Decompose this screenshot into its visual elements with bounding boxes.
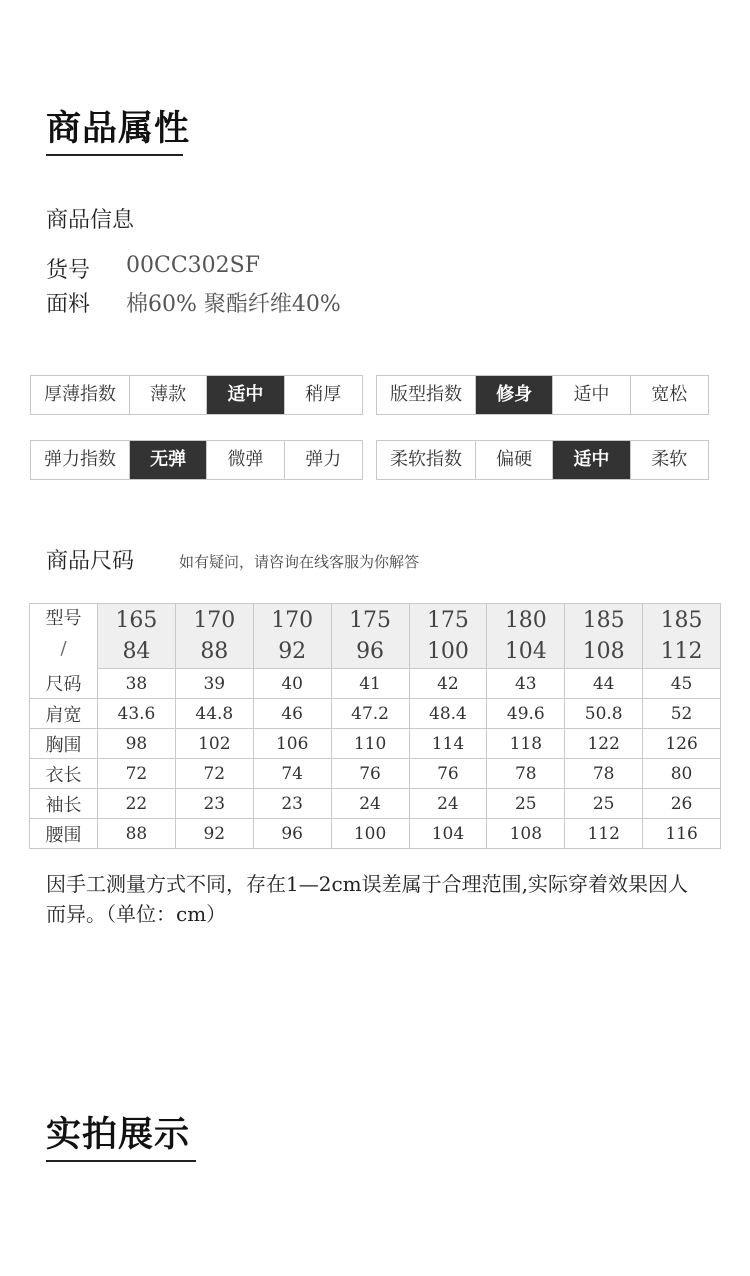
size-code-row (30, 669, 721, 699)
index-label: 版型指数 (377, 376, 476, 414)
size-corner (30, 604, 98, 669)
size-cell: 98 (98, 729, 176, 759)
index-option: 柔软 (651, 449, 688, 470)
info-title: 商品信息 (46, 208, 135, 233)
size-cell: 25 (487, 789, 565, 819)
size-note: 如有疑问，请咨询在线客服为你解答 (179, 553, 420, 571)
size-row-label: 腰围 (30, 819, 98, 849)
attributes-title-underline (46, 154, 183, 156)
size-cell: 78 (565, 759, 643, 789)
size-cell: 72 (175, 759, 253, 789)
size-cell: 92 (175, 819, 253, 849)
size-cell: 74 (253, 759, 331, 789)
size-cell: 44.8 (175, 699, 253, 729)
size-cell: 76 (409, 759, 487, 789)
size-cell: 110 (331, 729, 409, 759)
size-code: 43 (487, 669, 565, 699)
size-cell: 47.2 (331, 699, 409, 729)
size-cell: 80 (643, 759, 721, 789)
size-cell: 25 (565, 789, 643, 819)
size-model: 175 100 (409, 604, 487, 669)
size-cell: 100 (331, 819, 409, 849)
size-cell: 116 (643, 819, 721, 849)
index-option: 适中 (553, 441, 630, 479)
size-row-label: 胸围 (30, 729, 98, 759)
index-elasticity (30, 440, 363, 480)
size-model: 185 112 (643, 604, 721, 669)
size-cell: 104 (409, 819, 487, 849)
info-row-fabric (46, 287, 341, 318)
size-cell: 122 (565, 729, 643, 759)
attributes-title: 商品属性 (46, 108, 191, 149)
info-row-item-no (46, 253, 260, 284)
size-cell: 23 (175, 789, 253, 819)
size-code: 38 (98, 669, 176, 699)
size-cell: 43.6 (98, 699, 176, 729)
size-cell: 72 (98, 759, 176, 789)
index-option: 薄款 (130, 376, 207, 414)
size-model: 170 88 (175, 604, 253, 669)
size-cell: 22 (98, 789, 176, 819)
size-row-label: 袖长 (30, 789, 98, 819)
index-label: 厚薄指数 (31, 376, 130, 414)
size-cell: 52 (643, 699, 721, 729)
size-cell: 118 (487, 729, 565, 759)
size-row-sleeve (30, 789, 721, 819)
index-fit (376, 375, 709, 415)
size-cell: 76 (331, 759, 409, 789)
size-corner-bottom: 尺码 (30, 669, 98, 699)
size-disclaimer: 因手工测量方式不同，存在1—2cm误差属于合理范围,实际穿着效果因人而异。（单位：cm） (46, 872, 688, 926)
info-label: 面料 (46, 292, 91, 317)
size-model: 180 104 (487, 604, 565, 669)
size-table (29, 603, 721, 849)
index-option: 偏硬 (476, 441, 553, 479)
size-cell: 48.4 (409, 699, 487, 729)
size-cell: 50.8 (565, 699, 643, 729)
size-cell: 24 (331, 789, 409, 819)
photos-title: 实拍展示 (46, 1114, 191, 1155)
size-cell: 26 (643, 789, 721, 819)
size-row-chest (30, 729, 721, 759)
photos-title-underline (46, 1160, 196, 1162)
size-corner-top: 型号 (45, 608, 82, 629)
size-cell: 126 (643, 729, 721, 759)
size-model: 185 108 (565, 604, 643, 669)
size-cell: 112 (565, 819, 643, 849)
size-cell: 108 (487, 819, 565, 849)
size-row-length (30, 759, 721, 789)
size-code: 44 (565, 669, 643, 699)
index-option: 稍厚 (305, 384, 342, 405)
size-code: 45 (643, 669, 721, 699)
index-option: 弹力 (305, 449, 342, 470)
index-label: 弹力指数 (31, 441, 130, 479)
size-title: 商品尺码 (46, 549, 135, 574)
size-model: 175 96 (331, 604, 409, 669)
index-option: 宽松 (651, 384, 688, 405)
index-option: 微弹 (207, 441, 284, 479)
size-cell: 114 (409, 729, 487, 759)
index-option: 修身 (476, 376, 553, 414)
size-code: 40 (253, 669, 331, 699)
index-option: 适中 (207, 376, 284, 414)
size-cell: 23 (253, 789, 331, 819)
index-label: 柔软指数 (377, 441, 476, 479)
index-option: 适中 (553, 376, 630, 414)
size-header-row (30, 604, 721, 669)
size-cell: 102 (175, 729, 253, 759)
size-code: 41 (331, 669, 409, 699)
size-row-label: 肩宽 (30, 699, 98, 729)
size-cell: 49.6 (487, 699, 565, 729)
size-code: 42 (409, 669, 487, 699)
size-cell: 88 (98, 819, 176, 849)
info-value: 00CC302SF (126, 253, 260, 278)
info-value: 棉60% 聚酯纤维40% (126, 292, 341, 317)
size-row-shoulder (30, 699, 721, 729)
index-option: 无弹 (130, 441, 207, 479)
size-cell: 78 (487, 759, 565, 789)
size-corner-slash: / (60, 638, 67, 659)
size-row-label: 衣长 (30, 759, 98, 789)
size-model: 170 92 (253, 604, 331, 669)
size-cell: 106 (253, 729, 331, 759)
size-cell: 96 (253, 819, 331, 849)
size-code: 39 (175, 669, 253, 699)
size-cell: 46 (253, 699, 331, 729)
size-cell: 24 (409, 789, 487, 819)
info-label: 货号 (46, 258, 91, 283)
index-softness (376, 440, 709, 480)
size-row-waist (30, 819, 721, 849)
size-model: 165 84 (98, 604, 176, 669)
index-thickness (30, 375, 363, 415)
